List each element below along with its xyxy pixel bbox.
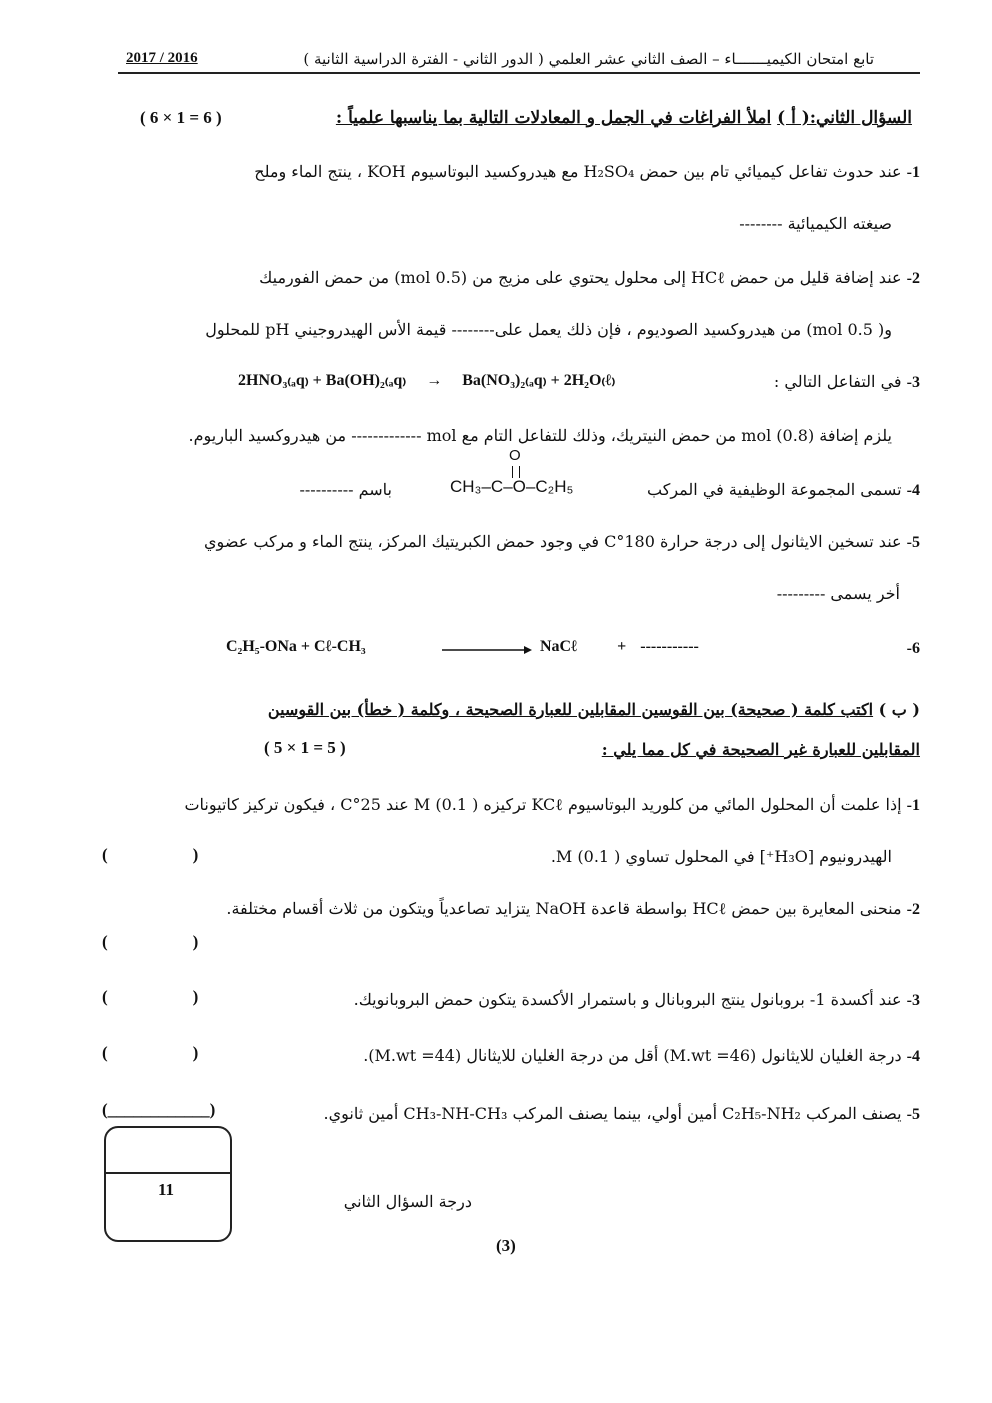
a-item-5-number: 5- xyxy=(906,534,920,551)
part-b-heading-1 xyxy=(268,700,920,719)
part-a-marks: ( 6 × 1 = 6 ) xyxy=(140,108,222,127)
a-item-3-eq-rhs: Ba(NO₃)₂₍ₐq₎ + 2H₂O₍ℓ₎ xyxy=(462,372,616,389)
a-item-5-text: عند تسخين الايثانول إلى درجة حرارة 180°C في وجود حمض الكبريتيك المركز، ينتج الماء و مركب عضوي xyxy=(204,532,902,551)
a-item-3-eq-arrow: → xyxy=(426,372,443,389)
part-b-label: ( ب ) xyxy=(878,700,920,719)
b-item-4-number: 4- xyxy=(906,1048,920,1065)
a-item-6-arrow-icon xyxy=(442,644,532,656)
a-item-3-line-2: يلزم إضافة mol (0.8) من حمض النيتريك، وذلك للتفاعل التام مع mol ------------- من هيدروكسيد الباريوم. xyxy=(188,426,892,445)
a-item-4-double-bond xyxy=(512,466,520,478)
part-a-heading xyxy=(336,108,912,128)
a-item-6-product: NaCℓ xyxy=(540,638,578,655)
b-item-2-text: منحنى المعايرة بين حمض HCℓ بواسطة قاعدة NaOH يتزايد تصاعدياً ويتكون من ثلاث أقسام مختلفة. xyxy=(226,899,902,918)
b-item-3-text: عند أكسدة 1- بروبانول ينتج البروبانال و باستمرار الأكسدة يتكون حمض البروبانويك. xyxy=(353,990,902,1009)
b-item-1-number: 1- xyxy=(906,797,920,814)
b-item-1-line-2: الهيدرونيوم [H₃O⁺] في المحلول تساوي M (0.1 ). xyxy=(550,847,892,866)
b-item-5-text: يصنف المركب C₂H₅-NH₂ أمين أولي، بينما يصنف المركب CH₃-NH-CH₃ أمين ثانوي. xyxy=(323,1104,902,1123)
b-item-1-text: إذا علمت أن المحلول المائي من كلوريد البوتاسيوم KCℓ تركيزه M (0.1 ) عند 25°C ، فيكون تركيز كاتيونات xyxy=(184,795,902,814)
page-number: (3) xyxy=(496,1236,516,1255)
header-rule xyxy=(118,72,920,74)
b-item-5-answer[interactable]: (____________) xyxy=(102,1100,216,1119)
grade-box-divider xyxy=(106,1172,230,1174)
b-item-3-number: 3- xyxy=(906,992,920,1009)
header-title: تابع امتحان الكيميـــــــاء – الصف الثاني عشر العلمي ( الدور الثاني - الفترة الدراسية الثانية ) xyxy=(303,50,874,68)
a-item-2-line-2: و( 0.5 mol) من هيدروكسيد الصوديوم ، فإن ذلك يعمل على-------- قيمة الأس الهيدروجيني pH للمحلول xyxy=(205,320,892,339)
a-item-4-tail: باسم ---------- xyxy=(299,480,392,499)
grade-label: درجة السؤال الثاني xyxy=(343,1192,472,1211)
a-item-6-plus: + xyxy=(617,638,627,655)
a-item-1-text: عند حدوث تفاعل كيميائي تام بين حمض H₂SO₄ مع هيدروكسيد البوتاسيوم KOH ، ينتج الماء وملح xyxy=(254,162,902,181)
a-item-3-text: في التفاعل التالي : xyxy=(773,372,902,391)
a-item-1-line-1 xyxy=(254,162,920,182)
a-item-4-carbonyl-o: O xyxy=(509,447,521,464)
b-item-1-answer[interactable]: ( ) xyxy=(102,845,199,864)
a-item-3-number: 3- xyxy=(906,374,920,391)
a-item-4-line xyxy=(647,480,920,500)
a-item-2-number: 2- xyxy=(906,270,920,287)
part-a-instruction: املأ الفراغات في الجمل و المعادلات التالية بما يناسبها علمياً : xyxy=(335,108,772,128)
b-item-3-answer[interactable]: ( ) xyxy=(102,987,199,1006)
part-b-instruction-1: اكتب كلمة ( صحيحة) بين القوسين المقابلين للعبارة الصحيحة ، وكلمة ( خطأ) بين القوسين xyxy=(267,700,874,719)
a-item-6-eq-rhs xyxy=(540,638,699,656)
a-item-4-formula xyxy=(450,477,573,497)
a-item-1-line-2: صيغته الكيميائية -------- xyxy=(739,214,892,233)
a-item-1-number: 1- xyxy=(906,164,920,181)
a-item-6-equation xyxy=(226,638,366,656)
header-year: 2017 / 2016 xyxy=(126,50,198,66)
a-item-6-eq-lhs: C₂H₅-ONa + Cℓ-CH₃ xyxy=(226,638,366,655)
b-item-1-line-1 xyxy=(184,795,920,815)
part-a-label: السؤال الثاني:( أ ) xyxy=(777,108,912,128)
a-item-3-eq-lhs: 2HNO₃₍ₐq₎ + Ba(OH)₂₍ₐq₎ xyxy=(238,372,407,389)
part-b-marks: ( 5 × 1 = 5 ) xyxy=(264,738,346,757)
b-item-4-answer[interactable]: ( ) xyxy=(102,1043,199,1062)
a-item-5-line-2: أخر يسمى --------- xyxy=(776,584,900,603)
a-item-6-number: 6- xyxy=(906,640,920,657)
a-item-2-text: عند إضافة قليل من حمض HCℓ إلى محلول يحتوي على مزيج من (0.5 mol) من حمض الفورميك xyxy=(259,268,902,287)
b-item-2-line-1 xyxy=(226,899,920,919)
b-item-3-line xyxy=(354,990,920,1010)
b-item-2-number: 2- xyxy=(906,901,920,918)
a-item-4-text: تسمى المجموعة الوظيفية في المركب xyxy=(647,480,902,499)
a-item-3-equation xyxy=(238,370,615,390)
b-item-5-number: 5- xyxy=(906,1106,920,1123)
a-item-4-formula-text: CH₃–C–O–C₂H₅ xyxy=(450,477,574,496)
a-item-2-line-1 xyxy=(259,268,920,288)
a-item-3-line-1 xyxy=(774,372,920,392)
b-item-2-answer[interactable]: ( ) xyxy=(102,932,199,951)
b-item-4-line xyxy=(363,1046,920,1066)
part-b-instruction-2: المقابلين للعبارة غير الصحيحة في كل مما يلي : xyxy=(601,740,920,759)
a-item-5-line-1 xyxy=(204,532,920,552)
grade-box xyxy=(104,1126,232,1242)
a-item-4-number: 4- xyxy=(906,482,920,499)
grade-value: 11 xyxy=(158,1180,175,1199)
b-item-4-text: درجة الغليان للايثانول (M.wt =46) أقل من درجة الغليان للايثانال (M.wt =44). xyxy=(363,1046,902,1065)
a-item-6-blank: ----------- xyxy=(640,638,699,655)
b-item-5-line xyxy=(324,1104,920,1124)
